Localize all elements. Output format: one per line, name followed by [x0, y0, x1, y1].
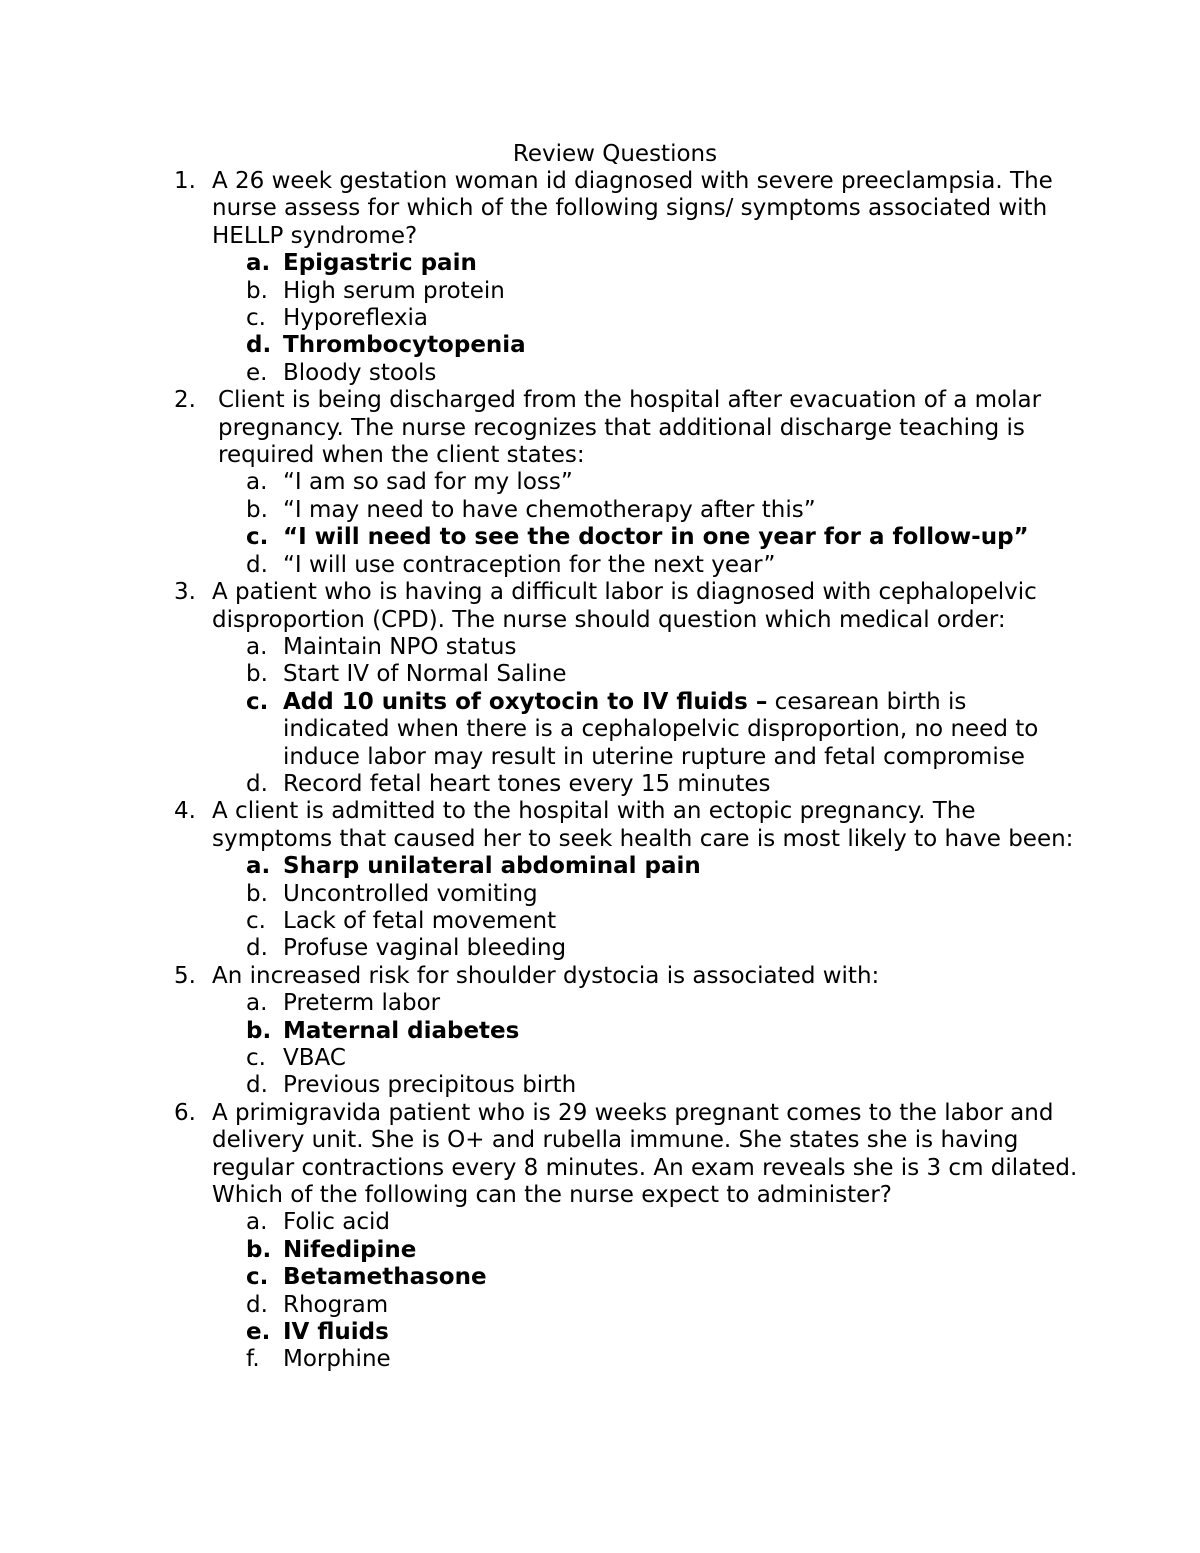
- option-1c: [0, 305, 1200, 332]
- question-list: [0, 168, 1200, 1374]
- option-letter: b.: [246, 1236, 272, 1263]
- question-number: 2.: [174, 387, 196, 414]
- option-text: Maintain NPO status: [283, 633, 517, 660]
- option-text: Bloody stools: [283, 359, 437, 386]
- option-letter: c.: [246, 524, 269, 551]
- question-6: [0, 1100, 1200, 1374]
- question-number: 6.: [174, 1099, 196, 1126]
- option-letter: a.: [246, 469, 268, 496]
- option-1d: [0, 332, 1200, 359]
- option-text: Maternal diabetes: [283, 1017, 520, 1044]
- option-5c: [0, 1045, 1200, 1072]
- option-letter: d.: [246, 1072, 268, 1099]
- option-2a: [0, 469, 1200, 496]
- question-text: Client is being discharged from the hospital after evacuation of a molar pregnancy. The nurse recognizes that additional discharge teaching is required when the client states:: [218, 387, 1042, 469]
- option-text: Thrombocytopenia: [283, 332, 526, 359]
- option-3c: [0, 689, 1200, 771]
- option-text: Record fetal heart tones every 15 minutes: [283, 770, 771, 797]
- question-4: [0, 798, 1200, 962]
- page-title: Review Questions: [512, 141, 718, 167]
- option-text: “I will use contraception for the next year”: [283, 551, 776, 578]
- option-4d: [0, 935, 1200, 962]
- option-letter: c.: [246, 305, 266, 332]
- option-6c: [0, 1264, 1200, 1291]
- option-text: Hyporeflexia: [283, 305, 429, 332]
- option-letter: a.: [246, 853, 271, 880]
- option-letter: b.: [246, 496, 268, 523]
- option-text: Preterm labor: [283, 990, 441, 1017]
- option-letter: b.: [246, 880, 268, 907]
- option-2d: [0, 552, 1200, 579]
- option-letter: a.: [246, 990, 268, 1017]
- option-letter: f.: [246, 1346, 260, 1373]
- option-text: Previous precipitous birth: [283, 1072, 577, 1099]
- question-number: 1.: [174, 168, 196, 194]
- option-letter: d.: [246, 1291, 268, 1318]
- question-number: 5.: [174, 962, 196, 989]
- option-text: High serum protein: [283, 277, 505, 304]
- option-letter: a.: [246, 250, 271, 277]
- option-1b: [0, 278, 1200, 305]
- option-4c: [0, 908, 1200, 935]
- question-text: A patient who is having a difficult labor is diagnosed with cephalopelvic disproportion (CPD). The nurse should question which medical order:: [212, 579, 1037, 633]
- option-text: “I am so sad for my loss”: [283, 469, 573, 496]
- option-letter: b.: [246, 1017, 272, 1044]
- option-letter: d.: [246, 332, 272, 359]
- option-text: “I will need to see the doctor in one year for a follow-up”: [283, 524, 1029, 551]
- option-text: Betamethasone: [283, 1264, 487, 1291]
- option-3d: [0, 771, 1200, 798]
- question-1: [0, 168, 1200, 387]
- question-3: [0, 579, 1200, 798]
- option-2b: [0, 497, 1200, 524]
- option-letter: d.: [246, 935, 268, 962]
- option-text: Profuse vaginal bleeding: [283, 935, 567, 962]
- option-1e: [0, 360, 1200, 387]
- option-5b: [0, 1018, 1200, 1045]
- option-4a: [0, 853, 1200, 880]
- question-number: 4.: [174, 798, 196, 825]
- option-text: Nifedipine: [283, 1236, 417, 1263]
- option-letter: b.: [246, 277, 268, 304]
- option-text: Folic acid: [283, 1209, 390, 1236]
- question-2: [0, 387, 1200, 579]
- option-text: Start IV of Normal Saline: [283, 661, 567, 688]
- option-letter: c.: [246, 1264, 269, 1291]
- option-5a: [0, 990, 1200, 1017]
- option-text: IV fluids: [283, 1319, 389, 1346]
- question-text: A 26 week gestation woman id diagnosed with severe preeclampsia. The nurse assess for which of the following signs/ symptoms associated with HELLP syndrome?: [212, 168, 1053, 249]
- option-text: Epigastric pain: [283, 250, 477, 277]
- question-text: A client is admitted to the hospital with an ectopic pregnancy. The symptoms that caused her to seek health care is most likely to have been:: [212, 798, 1074, 852]
- option-letter: c.: [246, 688, 269, 715]
- option-5d: [0, 1072, 1200, 1099]
- option-4b: [0, 881, 1200, 908]
- option-text: Sharp unilateral abdominal pain: [283, 853, 701, 880]
- option-1a: [0, 250, 1200, 277]
- option-6f: [0, 1346, 1200, 1373]
- option-6b: [0, 1237, 1200, 1264]
- option-6d: [0, 1292, 1200, 1319]
- option-text-with-rationale: [283, 689, 1073, 771]
- option-text: VBAC: [283, 1045, 346, 1071]
- rationale-note: cesarean birth is indicated when there is a cephalopelvic disproportion, no need to induce labor may result in uterine rupture and fetal compromise: [283, 688, 1039, 770]
- option-text: “I may need to have chemotherapy after this”: [283, 496, 816, 523]
- question-text: An increased risk for shoulder dystocia is associated with:: [212, 962, 880, 989]
- question-number: 3.: [174, 579, 196, 606]
- option-6a: [0, 1209, 1200, 1236]
- question-5: [0, 963, 1200, 1100]
- option-3b: [0, 661, 1200, 688]
- option-text: Morphine: [283, 1346, 391, 1373]
- option-3a: [0, 634, 1200, 661]
- option-letter: d.: [246, 551, 268, 578]
- option-2c: [0, 524, 1200, 551]
- option-letter: d.: [246, 770, 268, 797]
- option-letter: a.: [246, 1209, 268, 1236]
- option-text: Uncontrolled vomiting: [283, 880, 538, 907]
- option-letter: b.: [246, 661, 268, 688]
- option-letter: e.: [246, 359, 268, 386]
- option-letter: e.: [246, 1319, 271, 1346]
- option-letter: c.: [246, 1045, 266, 1071]
- option-letter: a.: [246, 633, 268, 660]
- option-text: Add 10 units of oxytocin to IV fluids –: [283, 688, 768, 715]
- option-letter: c.: [246, 907, 266, 934]
- option-text: Lack of fetal movement: [283, 907, 557, 934]
- option-6e: [0, 1319, 1200, 1346]
- question-text: A primigravida patient who is 29 weeks pregnant comes to the labor and delivery unit. She is O+ and rubella immune. She states she is having regular contractions every 8 minutes. An exam reveals she is 3 cm dilated. Which of the following can the nurse expect to administer?: [212, 1099, 1078, 1209]
- option-text: Rhogram: [283, 1291, 389, 1318]
